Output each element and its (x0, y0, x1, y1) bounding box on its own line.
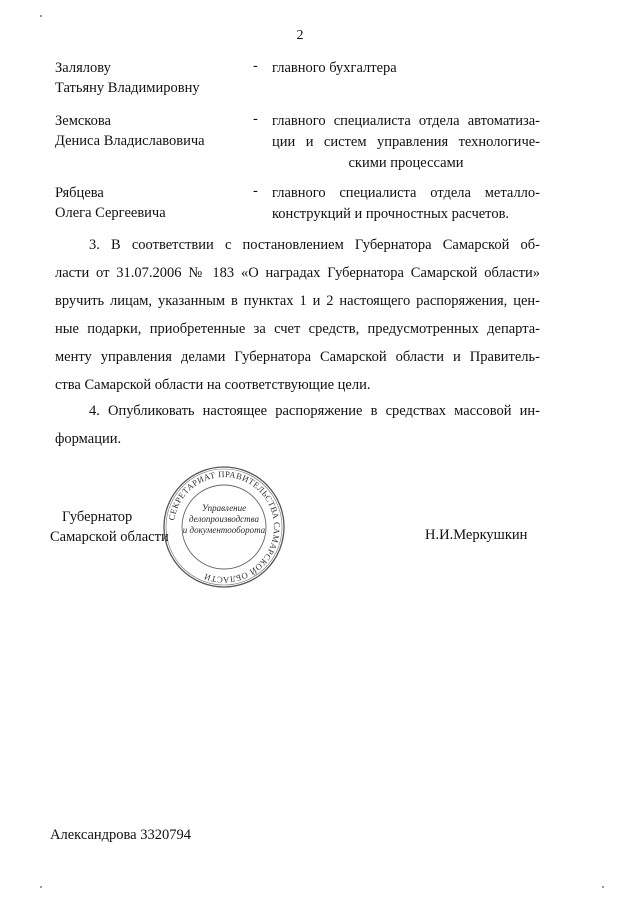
paragraph-line: 3. В соответствии с постановлением Губернатора Самарской об- (89, 237, 540, 253)
role-line: ции и систем управления технологиче- (272, 134, 540, 150)
stamp-line: делопроизводства (188, 514, 260, 524)
scan-speck (40, 886, 42, 888)
signatory-title-line-2: Самарской области (50, 529, 169, 545)
person-surname: Рябцева (55, 185, 104, 201)
signatory-name: Н.И.Меркушкин (425, 527, 528, 543)
paragraph-line: ласти от 31.07.2006 № 183 «О наградах Губернатора Самарской области» (55, 265, 540, 281)
person-given-names: Татьяну Владимировну (55, 80, 200, 96)
person-role-2 (272, 111, 540, 174)
paragraph-3 (55, 231, 540, 399)
role-line: главного специалиста отдела металло- (272, 185, 540, 201)
stamp-center-text (162, 503, 286, 536)
paragraph-line: ства Самарской области на соответствующие цели. (55, 377, 371, 393)
paragraph-4 (55, 397, 540, 453)
dash: - (253, 183, 258, 199)
page-number: 2 (296, 28, 304, 43)
scan-speck (602, 886, 604, 888)
role-line: скими процессами (348, 155, 464, 171)
role-line: конструкций и прочностных расчетов. (272, 206, 510, 222)
paragraph-line: менту управления делами Губернатора Самарской области и Правитель- (55, 349, 540, 365)
stamp-line: Управление (201, 503, 247, 513)
signatory-title-line-1: Губернатор (62, 509, 133, 525)
person-role-3 (272, 183, 540, 225)
person-given-names: Олега Сергеевича (55, 205, 166, 221)
role-line: главного специалиста отдела автоматиза- (272, 113, 540, 129)
person-surname: Залялову (55, 60, 111, 76)
scan-speck (40, 15, 42, 17)
paragraph-line: формации. (55, 431, 122, 447)
dash: - (253, 111, 258, 127)
paragraph-line: 4. Опубликовать настоящее распоряжение в средствах массовой ин- (89, 403, 540, 419)
stamp-ring-text: СЕКРЕТАРИАТ ПРАВИТЕЛЬСТВА САМАРСКОЙ ОБЛАСТИ (166, 468, 283, 586)
dash: - (253, 58, 258, 74)
person-name-2 (55, 111, 205, 151)
person-surname: Земскова (55, 113, 111, 129)
official-stamp (162, 465, 286, 589)
person-name-3 (55, 183, 166, 223)
paragraph-line: вручить лицам, указанным в пунктах 1 и 2 настоящего распоряжения, цен- (55, 293, 540, 309)
footer-contact: Александрова 3320794 (50, 827, 191, 843)
person-role-1 (272, 58, 540, 79)
role-line: главного бухгалтера (272, 60, 397, 76)
stamp-line: и документооборота (182, 525, 266, 535)
paragraph-line: ные подарки, приобретенные за счет средств, предусмотренных департа- (55, 321, 540, 337)
person-name-1 (55, 58, 200, 98)
person-given-names: Дениса Владиславовича (55, 133, 205, 149)
